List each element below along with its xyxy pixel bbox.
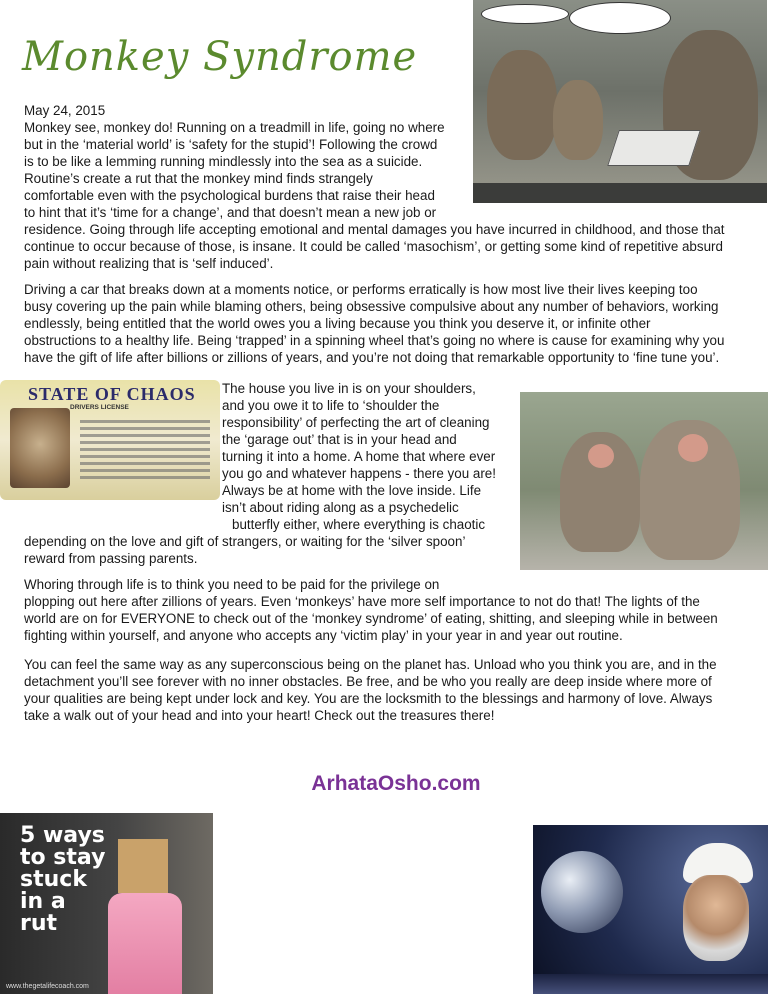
paragraph-five	[24, 656, 717, 724]
portrait-face	[683, 875, 749, 961]
state-of-chaos-license-image	[0, 380, 220, 500]
paragraph-line: Routine’s create a rut that the monkey mind finds strangely	[24, 171, 373, 186]
paragraph-line: detachment you’ll see forever with no inner obstacles. Be free, and be who you really are deep inside where more of	[24, 674, 712, 689]
paragraph-line: isn’t about riding along as a psychedelic	[222, 500, 459, 515]
person-figure	[108, 893, 182, 994]
paragraph-line: world are on for EVERYONE to check out of the ‘monkey syndrome’ of eating, shitting, and sleeping while in between	[24, 611, 718, 626]
paragraph-line: busy covering up the pain while blaming others, being obsessive compulsive about any number of behaviors, working	[24, 299, 719, 314]
paragraph-line: comfortable even with the psychological burdens that raise their head	[24, 188, 435, 203]
paragraph-line: have the gift of life after billions or zillions of years, and you’re not doing that remarkable opportunity to ‘fine tune you’.	[24, 350, 720, 365]
paragraph-line: fighting within yourself, and anyone who accepts any ‘victim play’ in your year in and year out routine.	[24, 628, 623, 643]
paragraph-two	[24, 281, 724, 366]
paragraph-line: responsibility’ of perfecting the art of cleaning	[222, 415, 490, 430]
paragraph-line: is to be like a lemming running mindlessly into the sea as a suicide.	[24, 154, 423, 169]
paragraph-line: pain without realizing that is ‘self induced’.	[24, 256, 274, 271]
paragraph-line: turning it into a home. A home that where ever	[222, 449, 496, 464]
paragraph-line: to hint that it’s ‘time for a change’, and that doesn’t mean a new job or	[24, 205, 437, 220]
paragraph-line: the ‘garage out’ that is in your head and	[222, 432, 457, 447]
article-intro	[24, 102, 725, 272]
box-head	[118, 839, 168, 893]
paragraph-line: Always be at home with the love inside. Life	[222, 483, 482, 498]
rut-caption: 5 ways to stay stuck in a rut	[20, 823, 106, 936]
paragraph-line: and you owe it to life to ‘shoulder the	[222, 398, 440, 413]
license-type: DRIVERS LICENSE	[70, 404, 129, 411]
paragraph-line: Whoring through life is to think you need to be paid for the privilege on	[24, 577, 440, 592]
paragraph-line: you go and whatever happens - there you are!	[222, 466, 496, 481]
paragraph-three-end	[24, 516, 485, 567]
paragraph-line: depending on the love and gift of strangers, or waiting for the ‘silver spoon’	[24, 534, 466, 549]
paragraph-line: residence. Going through life accepting emotional and mental damages you have incurred in childhood, and those that	[24, 222, 725, 237]
planet-graphic	[541, 851, 623, 933]
paragraph-three	[222, 380, 496, 516]
paragraph-line: obstructions to a healthy life. Being ‘trapped’ in a spinning wheel that’s going no where is cause for examining why you	[24, 333, 725, 348]
rut-footer: www.thegetalifecoach.com	[6, 983, 89, 990]
license-state: STATE OF CHAOS	[28, 384, 196, 404]
paragraph-line: Driving a car that breaks down at a moments notice, or performs erratically is how most live their lives keeping too	[24, 282, 698, 297]
paragraph-line: reward from passing parents.	[24, 551, 198, 566]
paragraph-line: The house you live in is on your shoulders,	[222, 381, 476, 396]
paragraph-line: continue to occur because of those, is insane. It could be called ‘masochism’, or getting some kind of repetitive absurd	[24, 239, 723, 254]
osho-cosmic-image	[533, 825, 768, 994]
two-monkeys-photo	[520, 392, 768, 570]
stuck-in-rut-image	[0, 813, 213, 994]
page-title: Monkey Syndrome	[22, 34, 418, 80]
article-date: May 24, 2015	[24, 103, 106, 118]
paragraph-four	[24, 576, 718, 644]
paragraph-line: but in the ‘material world’ is ‘safety for the stupid’! Following the crowd	[24, 137, 438, 152]
website-link[interactable]: ArhataOsho.com	[311, 772, 481, 795]
paragraph-line: plopping out here after zillions of years. Even ‘monkeys’ have more self importance to not do that! The lights of the	[24, 594, 700, 609]
paragraph-line: Monkey see, monkey do! Running on a treadmill in life, going no where	[24, 120, 445, 135]
paragraph-line: endlessly, being entitled that the world owes you a living because you think you deserve it, or infinite other	[24, 316, 651, 331]
paragraph-line: take a walk out of your head and into your heart! Check out the treasures there!	[24, 708, 495, 723]
monkey-face-photo	[10, 408, 70, 488]
paragraph-line: You can feel the same way as any superconscious being on the planet has. Unload who you think you are, and in the	[24, 657, 717, 672]
paragraph-line: your qualities are being kept under lock and key. You are the locksmith to the blessings and harmony of love. Always	[24, 691, 713, 706]
paragraph-line: butterfly either, where everything is chaotic	[232, 517, 486, 532]
